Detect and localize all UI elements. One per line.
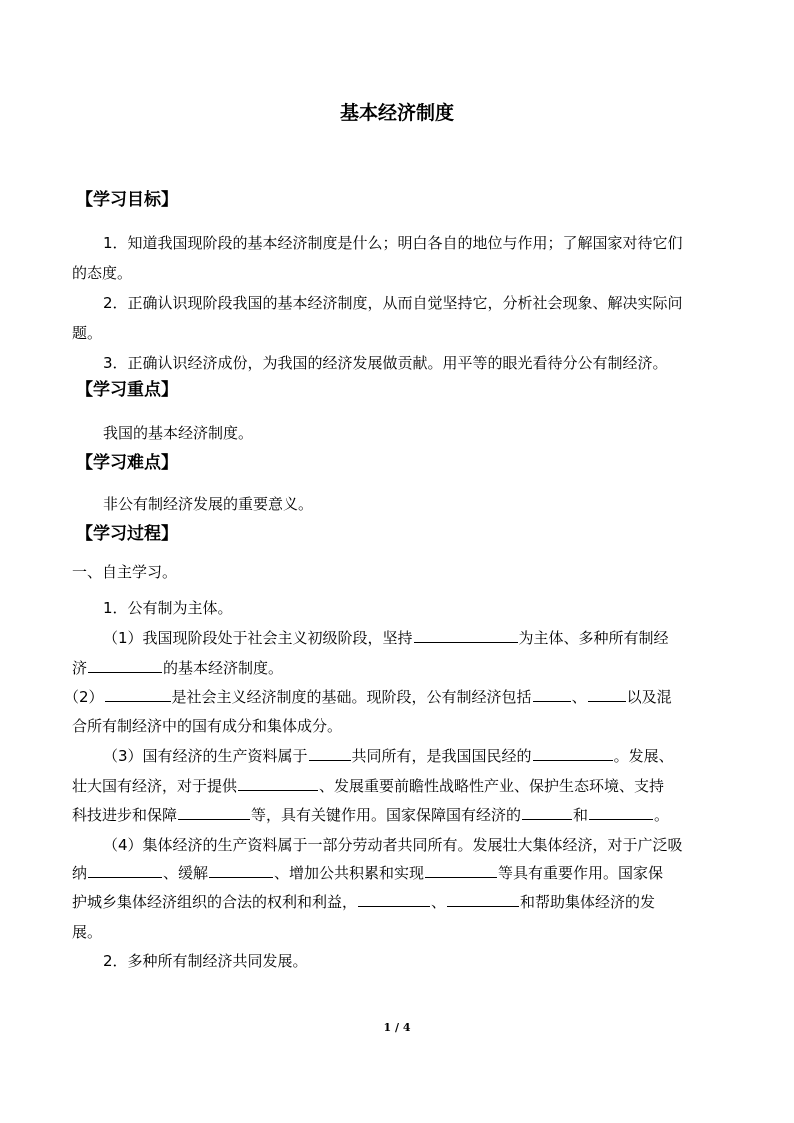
para-3-text-f: 科技进步和保障 bbox=[72, 806, 178, 824]
fill-blank[interactable] bbox=[105, 687, 171, 702]
fill-blank[interactable] bbox=[588, 687, 626, 702]
page-title: 基本经济制度 bbox=[339, 102, 454, 124]
goals-heading: 【学习目标】 bbox=[76, 190, 178, 210]
fill-blank[interactable] bbox=[309, 746, 351, 761]
para-1-text-d: 的基本经济制度。 bbox=[163, 659, 284, 677]
goal-line-2-cont: 题。 bbox=[72, 324, 103, 342]
fill-blank[interactable] bbox=[178, 805, 250, 820]
para-1-text-b: 为主体、多种所有制经 bbox=[518, 629, 669, 647]
fill-blank[interactable] bbox=[533, 746, 613, 761]
para-2-text-b: 是社会主义经济制度的基础。现阶段，公有制经济包括 bbox=[171, 688, 532, 706]
para-3-text-d: 壮大国有经济，对于提供 bbox=[72, 777, 238, 795]
goal-line-3: 3．正确认识经济成份，为我国的经济发展做贡献。用平等的眼光看待分公有制经济。 bbox=[103, 354, 668, 372]
para-3-line-3 bbox=[72, 804, 722, 826]
fill-blank[interactable] bbox=[238, 776, 318, 791]
para-4-text-g: 、 bbox=[431, 893, 447, 911]
fill-blank[interactable] bbox=[589, 805, 653, 820]
fill-blank[interactable] bbox=[88, 658, 162, 673]
fill-blank[interactable] bbox=[88, 863, 162, 878]
goal-line-1-cont: 的态度。 bbox=[72, 264, 133, 282]
fill-blank[interactable] bbox=[209, 863, 273, 878]
para-2-text-d: 以及混 bbox=[626, 688, 672, 706]
para-2-text-c: 、 bbox=[571, 688, 587, 706]
para-2-line-2: 合所有制经济中的国有成分和集体成分。 bbox=[72, 717, 343, 735]
para-1-line-2 bbox=[72, 657, 722, 679]
sub-one-label: 1．公有制为主体。 bbox=[103, 599, 233, 617]
difficulty-heading: 【学习难点】 bbox=[76, 453, 178, 473]
para-3-text-h: 和 bbox=[573, 806, 589, 824]
fill-blank[interactable] bbox=[447, 892, 519, 907]
para-4-text-d: 、增加公共积累和实现 bbox=[274, 864, 425, 882]
para-3-text-b: 共同所有，是我国国民经的 bbox=[351, 747, 532, 765]
para-3-text-a: （3）国有经济的生产资料属于 bbox=[103, 747, 308, 765]
key-heading: 【学习重点】 bbox=[76, 380, 178, 400]
para-3-text-i: 。 bbox=[654, 806, 670, 824]
goal-line-1: 1．知道我国现阶段的基本经济制度是什么；明白各自的地位与作用；了解国家对待它们 bbox=[103, 234, 683, 252]
para-2-line-1 bbox=[64, 686, 714, 708]
fill-blank[interactable] bbox=[533, 687, 571, 702]
sub-two-label: 2．多种所有制经济共同发展。 bbox=[103, 952, 308, 970]
para-3-text-e: 、发展重要前瞻性战略性产业、保护生态环境、支持 bbox=[319, 777, 665, 795]
fill-blank[interactable] bbox=[522, 805, 572, 820]
fill-blank[interactable] bbox=[358, 892, 430, 907]
key-text: 我国的基本经济制度。 bbox=[103, 424, 254, 442]
para-4-text-e: 等具有重要作用。国家保 bbox=[498, 864, 664, 882]
part-one-label: 一、自主学习。 bbox=[72, 563, 178, 581]
para-4-text-h: 和帮助集体经济的发 bbox=[520, 893, 656, 911]
difficulty-text: 非公有制经济发展的重要意义。 bbox=[103, 495, 314, 513]
para-3-line-1 bbox=[103, 745, 753, 767]
para-4-line-4: 展。 bbox=[72, 923, 103, 941]
process-heading: 【学习过程】 bbox=[76, 524, 178, 544]
para-4-line-2 bbox=[72, 862, 722, 884]
para-2-text-a: （2） bbox=[64, 688, 104, 706]
para-3-text-g: 等，具有关键作用。国家保障国有经济的 bbox=[251, 806, 522, 824]
goal-line-2: 2．正确认识现阶段我国的基本经济制度，从而自觉坚持它，分析社会现象、解决实际问 bbox=[103, 294, 683, 312]
para-4-text-c: 、缓解 bbox=[163, 864, 209, 882]
para-3-line-2 bbox=[72, 775, 722, 797]
para-4-line-3 bbox=[72, 891, 722, 913]
para-4-text-f: 护城乡集体经济组织的合法的权利和利益， bbox=[72, 893, 358, 911]
para-1-text-a: （1）我国现阶段处于社会主义初级阶段，坚持 bbox=[103, 629, 413, 647]
fill-blank[interactable] bbox=[425, 863, 497, 878]
para-1-line-1 bbox=[103, 627, 753, 649]
para-1-text-c: 济 bbox=[72, 659, 88, 677]
para-3-text-c: 。发展、 bbox=[613, 747, 674, 765]
para-4-line-1: （4）集体经济的生产资料属于一部分劳动者共同所有。发展壮大集体经济，对于广泛吸 bbox=[103, 836, 683, 854]
para-4-text-b: 纳 bbox=[72, 864, 88, 882]
fill-blank[interactable] bbox=[414, 628, 518, 643]
page-number: 1 / 4 bbox=[383, 1021, 411, 1034]
